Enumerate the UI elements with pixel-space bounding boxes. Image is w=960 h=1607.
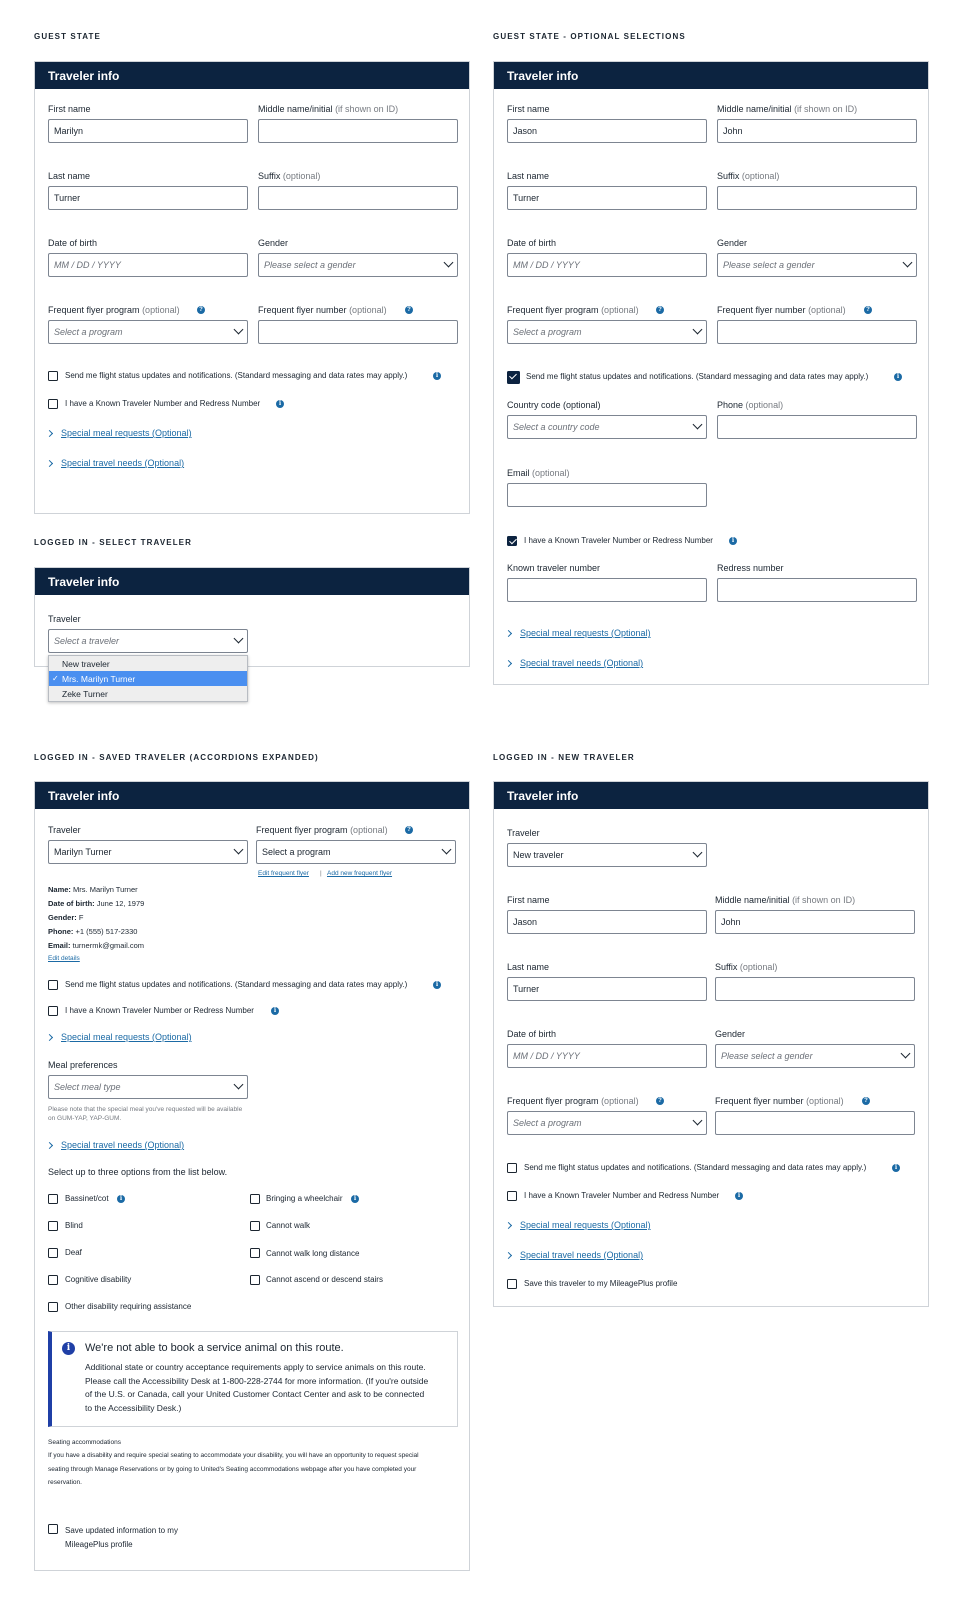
save-updated-checkbox[interactable] bbox=[48, 1524, 58, 1534]
traveler-dropdown-list bbox=[48, 655, 248, 702]
first-name-label: First name bbox=[507, 895, 550, 905]
middle-name-label: Middle name/initial (if shown on ID) bbox=[715, 895, 856, 905]
flight-updates-checkbox[interactable] bbox=[48, 371, 58, 381]
middle-name-input[interactable]: John bbox=[717, 119, 917, 143]
chevron-right-icon bbox=[46, 460, 53, 467]
ff-number-input[interactable] bbox=[258, 320, 458, 344]
meal-type-select[interactable]: Select meal type bbox=[48, 1075, 248, 1099]
detail-phone: Phone: +1 (555) 517-2330 bbox=[48, 927, 138, 936]
chevron-right-icon bbox=[46, 430, 53, 437]
ff-program-select[interactable]: Select a program bbox=[256, 840, 456, 864]
new-traveler-panel bbox=[493, 781, 929, 1307]
need-label: Cannot walk long distance bbox=[266, 1249, 360, 1258]
chevron-right-icon bbox=[505, 1222, 512, 1229]
dob-input[interactable]: MM / DD / YYYY bbox=[507, 1044, 707, 1068]
known-traveler-checkbox[interactable] bbox=[507, 536, 517, 546]
chevron-right-icon bbox=[505, 1252, 512, 1259]
phone-input[interactable] bbox=[717, 415, 917, 439]
link-separator: | bbox=[320, 870, 322, 877]
chevron-right-icon bbox=[505, 660, 512, 667]
chevron-down-icon bbox=[444, 258, 454, 268]
chevron-down-icon bbox=[234, 325, 244, 335]
alert-body: Additional state or country acceptance requirements apply to service animals on this route. Please call the Accessibility Desk at 1-800-228-2744 for more information. (If you're outside of the U.S. or Canada, call your United Customer Contact Center and ask to be connected to the Accessibility Desk.) bbox=[85, 1362, 429, 1413]
suffix-label: Suffix (optional) bbox=[717, 171, 780, 181]
info-icon[interactable]: i bbox=[351, 1195, 359, 1203]
known-traveler-number-label: Known traveler number bbox=[507, 563, 601, 573]
suffix-label: Suffix (optional) bbox=[715, 962, 778, 972]
need-label: Cannot walk bbox=[266, 1221, 311, 1230]
info-icon[interactable]: i bbox=[271, 1007, 279, 1015]
chevron-down-icon bbox=[903, 258, 913, 268]
known-traveler-label: I have a Known Traveler Number and Redress Number bbox=[524, 1191, 720, 1200]
bassinet-checkbox[interactable] bbox=[48, 1194, 58, 1204]
select-traveler-panel bbox=[34, 567, 470, 667]
middle-name-label: Middle name/initial (if shown on ID) bbox=[258, 104, 399, 114]
first-name-input[interactable]: Jason bbox=[507, 119, 707, 143]
last-name-label: Last name bbox=[507, 171, 550, 181]
first-name-input[interactable]: Jason bbox=[507, 910, 707, 934]
flight-updates-label: Send me flight status updates and notifications. (Standard messaging and data rates may apply.) bbox=[65, 371, 408, 380]
last-name-label: Last name bbox=[507, 962, 550, 972]
need-label: Other disability requiring assistance bbox=[65, 1302, 192, 1311]
middle-name-label: Middle name/initial (if shown on ID) bbox=[717, 104, 858, 114]
help-icon[interactable]: ? bbox=[405, 306, 413, 314]
detail-name: Name: Mrs. Marilyn Turner bbox=[48, 885, 138, 894]
saved-traveler-panel bbox=[34, 781, 470, 1571]
ff-program-select[interactable]: Select a program bbox=[48, 320, 248, 344]
detail-gender: Gender: F bbox=[48, 913, 84, 922]
ff-program-label: Frequent flyer program (optional) bbox=[507, 1096, 639, 1106]
last-name-label: Last name bbox=[48, 171, 91, 181]
redress-number-input[interactable] bbox=[717, 578, 917, 602]
save-updated-label: Save updated information to my MileagePlus profile bbox=[65, 1526, 178, 1549]
help-icon[interactable]: ? bbox=[197, 306, 205, 314]
detail-dob: Date of birth: June 12, 1979 bbox=[48, 899, 145, 908]
info-icon[interactable]: i bbox=[117, 1195, 125, 1203]
last-name-input[interactable]: Turner bbox=[507, 977, 707, 1001]
alert-title: We're not able to book a service animal on this route. bbox=[85, 1342, 344, 1354]
dropdown-option-selected[interactable]: ✓ Mrs. Marilyn Turner bbox=[49, 671, 247, 686]
dob-label: Date of birth bbox=[507, 238, 557, 248]
panel-title: Traveler info bbox=[35, 782, 469, 809]
meal-requests-accordion[interactable]: Special meal requests (Optional) bbox=[61, 1032, 192, 1042]
help-icon[interactable]: ? bbox=[656, 1097, 664, 1105]
country-code-select[interactable]: Select a country code bbox=[507, 415, 707, 439]
other-disability-checkbox[interactable] bbox=[48, 1302, 58, 1312]
info-icon[interactable]: i bbox=[433, 372, 441, 380]
ff-number-label: Frequent flyer number (optional) bbox=[715, 1096, 844, 1106]
dob-label: Date of birth bbox=[507, 1029, 557, 1039]
help-icon[interactable]: ? bbox=[405, 826, 413, 834]
known-traveler-checkbox[interactable] bbox=[48, 399, 58, 409]
ff-program-select[interactable]: Select a program bbox=[507, 320, 707, 344]
meal-requests-accordion[interactable]: Special meal requests (Optional) bbox=[520, 628, 651, 638]
travel-needs-accordion[interactable]: Special travel needs (Optional) bbox=[520, 1250, 644, 1260]
chevron-down-icon bbox=[901, 1049, 911, 1059]
phone-label: Phone (optional) bbox=[717, 400, 784, 410]
dob-label: Date of birth bbox=[48, 238, 98, 248]
middle-name-input[interactable]: John bbox=[715, 910, 915, 934]
guest-traveler-panel bbox=[34, 61, 470, 514]
detail-email: Email: turnermk@gmail.com bbox=[48, 941, 144, 950]
seating-body: If you have a disability and require special seating to accommodate your disability, you will have an opportunity to request special seating through Manage Reservations or by going to United's Seating accommodations webpage after you have completed your reservation. bbox=[48, 1452, 419, 1486]
known-traveler-label: I have a Known Traveler Number or Redress Number bbox=[524, 536, 713, 545]
section-label-guest-optional: GUEST STATE - OPTIONAL SELECTIONS bbox=[493, 32, 686, 41]
middle-name-input[interactable] bbox=[258, 119, 458, 143]
info-icon: i bbox=[62, 1342, 75, 1355]
traveler-select[interactable]: New traveler bbox=[507, 843, 707, 867]
wheelchair-checkbox[interactable] bbox=[250, 1194, 260, 1204]
travel-needs-accordion[interactable]: Special travel needs (Optional) bbox=[61, 1140, 185, 1150]
cognitive-disability-checkbox[interactable] bbox=[48, 1275, 58, 1285]
help-icon[interactable]: ? bbox=[862, 1097, 870, 1105]
known-traveler-label: I have a Known Traveler Number and Redress Number bbox=[65, 399, 261, 408]
gender-select[interactable]: Please select a gender bbox=[717, 253, 917, 277]
traveler-label: Traveler bbox=[507, 828, 540, 838]
blind-checkbox[interactable] bbox=[48, 1221, 58, 1231]
flight-updates-checkbox[interactable] bbox=[507, 371, 520, 384]
flight-updates-label: Send me flight status updates and notifications. (Standard messaging and data rates may apply.) bbox=[526, 372, 869, 381]
need-label: Cannot ascend or descend stairs bbox=[266, 1275, 383, 1284]
known-traveler-checkbox[interactable] bbox=[507, 1191, 517, 1201]
need-label: Deaf bbox=[65, 1248, 82, 1257]
dob-input[interactable]: MM / DD / YYYY bbox=[48, 253, 248, 277]
chevron-down-icon bbox=[234, 634, 244, 644]
save-traveler-label: Save this traveler to my MileagePlus profile bbox=[524, 1279, 678, 1288]
chevron-down-icon bbox=[693, 325, 703, 335]
gender-select[interactable]: Please select a gender bbox=[258, 253, 458, 277]
chevron-down-icon bbox=[234, 845, 244, 855]
seating-title: Seating accommodations bbox=[48, 1439, 121, 1446]
ff-program-select[interactable]: Select a program bbox=[507, 1111, 707, 1135]
email-input[interactable] bbox=[507, 483, 707, 507]
need-label: Blind bbox=[65, 1221, 83, 1230]
gender-label: Gender bbox=[717, 238, 748, 248]
info-icon[interactable]: i bbox=[729, 537, 737, 545]
need-label: Bringing a wheelchair bbox=[266, 1194, 343, 1203]
ff-program-label: Frequent flyer program (optional) bbox=[507, 305, 639, 315]
last-name-input[interactable]: Turner bbox=[507, 186, 707, 210]
gender-select[interactable]: Please select a gender bbox=[715, 1044, 915, 1068]
guest-optional-traveler-panel bbox=[493, 61, 929, 685]
flight-updates-checkbox[interactable] bbox=[507, 1163, 517, 1173]
cannot-walk-long-checkbox[interactable] bbox=[250, 1248, 260, 1258]
ff-number-input[interactable] bbox=[717, 320, 917, 344]
chevron-down-icon bbox=[693, 420, 703, 430]
known-traveler-number-input[interactable] bbox=[507, 578, 707, 602]
email-label: Email (optional) bbox=[507, 468, 570, 478]
chevron-right-icon bbox=[46, 1142, 53, 1149]
add-frequent-flyer-link[interactable]: Add new frequent flyer bbox=[327, 870, 393, 877]
need-label: Cognitive disability bbox=[65, 1275, 132, 1284]
ff-program-label: Frequent flyer program (optional) bbox=[256, 825, 388, 835]
section-label-saved-traveler: LOGGED IN - SAVED TRAVELER (ACCORDIONS EXPANDED) bbox=[34, 753, 319, 762]
service-animal-alert bbox=[48, 1331, 458, 1427]
deaf-checkbox[interactable] bbox=[48, 1248, 58, 1258]
chevron-down-icon bbox=[693, 848, 703, 858]
flight-updates-checkbox[interactable] bbox=[48, 980, 58, 990]
dropdown-option[interactable]: New traveler bbox=[62, 659, 110, 669]
info-icon[interactable]: i bbox=[894, 373, 902, 381]
select-up-to-text: Select up to three options from the list below. bbox=[48, 1167, 228, 1177]
info-icon[interactable]: i bbox=[735, 1192, 743, 1200]
known-traveler-checkbox[interactable] bbox=[48, 1006, 58, 1016]
edit-details-link[interactable]: Edit details bbox=[48, 955, 80, 962]
flight-updates-label: Send me flight status updates and notifications. (Standard messaging and data rates may apply.) bbox=[65, 980, 408, 989]
chevron-right-icon bbox=[505, 630, 512, 637]
flight-updates-label: Send me flight status updates and notifications. (Standard messaging and data rates may apply.) bbox=[524, 1163, 867, 1172]
checkmark-icon: ✓ bbox=[52, 674, 59, 683]
traveler-label: Traveler bbox=[48, 825, 81, 835]
help-icon[interactable]: ? bbox=[656, 306, 664, 314]
save-traveler-checkbox[interactable] bbox=[507, 1279, 517, 1289]
suffix-input[interactable] bbox=[717, 186, 917, 210]
traveler-label: Traveler bbox=[48, 614, 81, 624]
last-name-input[interactable]: Turner bbox=[48, 186, 248, 210]
panel-title: Traveler info bbox=[35, 62, 469, 89]
edit-frequent-flyer-link[interactable]: Edit frequent flyer bbox=[258, 870, 309, 877]
need-label: Bassinet/cot bbox=[65, 1194, 109, 1203]
ff-number-input[interactable] bbox=[715, 1111, 915, 1135]
redress-number-label: Redress number bbox=[717, 563, 784, 573]
first-name-label: First name bbox=[507, 104, 550, 114]
suffix-input[interactable] bbox=[715, 977, 915, 1001]
meal-preferences-label: Meal preferences bbox=[48, 1060, 118, 1070]
meal-requests-accordion[interactable]: Special meal requests (Optional) bbox=[61, 428, 192, 438]
suffix-input[interactable] bbox=[258, 186, 458, 210]
info-icon[interactable]: i bbox=[433, 981, 441, 989]
ff-program-label: Frequent flyer program (optional) bbox=[48, 305, 180, 315]
traveler-select[interactable]: Select a traveler bbox=[48, 629, 248, 653]
dob-input[interactable]: MM / DD / YYYY bbox=[507, 253, 707, 277]
first-name-input[interactable]: Marilyn bbox=[48, 119, 248, 143]
section-label-select-traveler: LOGGED IN - SELECT TRAVELER bbox=[34, 538, 193, 547]
traveler-select[interactable]: Marilyn Turner bbox=[48, 840, 248, 864]
help-icon[interactable]: ? bbox=[864, 306, 872, 314]
travel-needs-accordion[interactable]: Special travel needs (Optional) bbox=[520, 658, 644, 668]
panel-title: Traveler info bbox=[494, 782, 928, 809]
country-code-label: Country code (optional) bbox=[507, 400, 601, 410]
info-icon[interactable]: i bbox=[276, 400, 284, 408]
chevron-down-icon bbox=[442, 845, 452, 855]
info-icon[interactable]: i bbox=[892, 1164, 900, 1172]
meal-note: Please note that the special meal you've requested will be available on GUM-YAP, YAP-GUM. bbox=[48, 1106, 243, 1122]
meal-requests-accordion[interactable]: Special meal requests (Optional) bbox=[520, 1220, 651, 1230]
chevron-right-icon bbox=[46, 1034, 53, 1041]
dropdown-option[interactable]: Zeke Turner bbox=[62, 689, 108, 699]
gender-label: Gender bbox=[258, 238, 289, 248]
known-traveler-label: I have a Known Traveler Number or Redress Number bbox=[65, 1006, 254, 1015]
section-label-guest: GUEST STATE bbox=[34, 32, 101, 41]
panel-title: Traveler info bbox=[494, 62, 928, 89]
first-name-label: First name bbox=[48, 104, 91, 114]
cannot-stairs-checkbox[interactable] bbox=[250, 1275, 260, 1285]
chevron-down-icon bbox=[693, 1116, 703, 1126]
panel-title: Traveler info bbox=[35, 568, 469, 595]
gender-label: Gender bbox=[715, 1029, 746, 1039]
ff-number-label: Frequent flyer number (optional) bbox=[258, 305, 387, 315]
travel-needs-accordion[interactable]: Special travel needs (Optional) bbox=[61, 458, 185, 468]
cannot-walk-checkbox[interactable] bbox=[250, 1221, 260, 1231]
chevron-down-icon bbox=[234, 1080, 244, 1090]
ff-number-label: Frequent flyer number (optional) bbox=[717, 305, 846, 315]
section-label-new-traveler: LOGGED IN - NEW TRAVELER bbox=[493, 753, 635, 762]
suffix-label: Suffix (optional) bbox=[258, 171, 321, 181]
